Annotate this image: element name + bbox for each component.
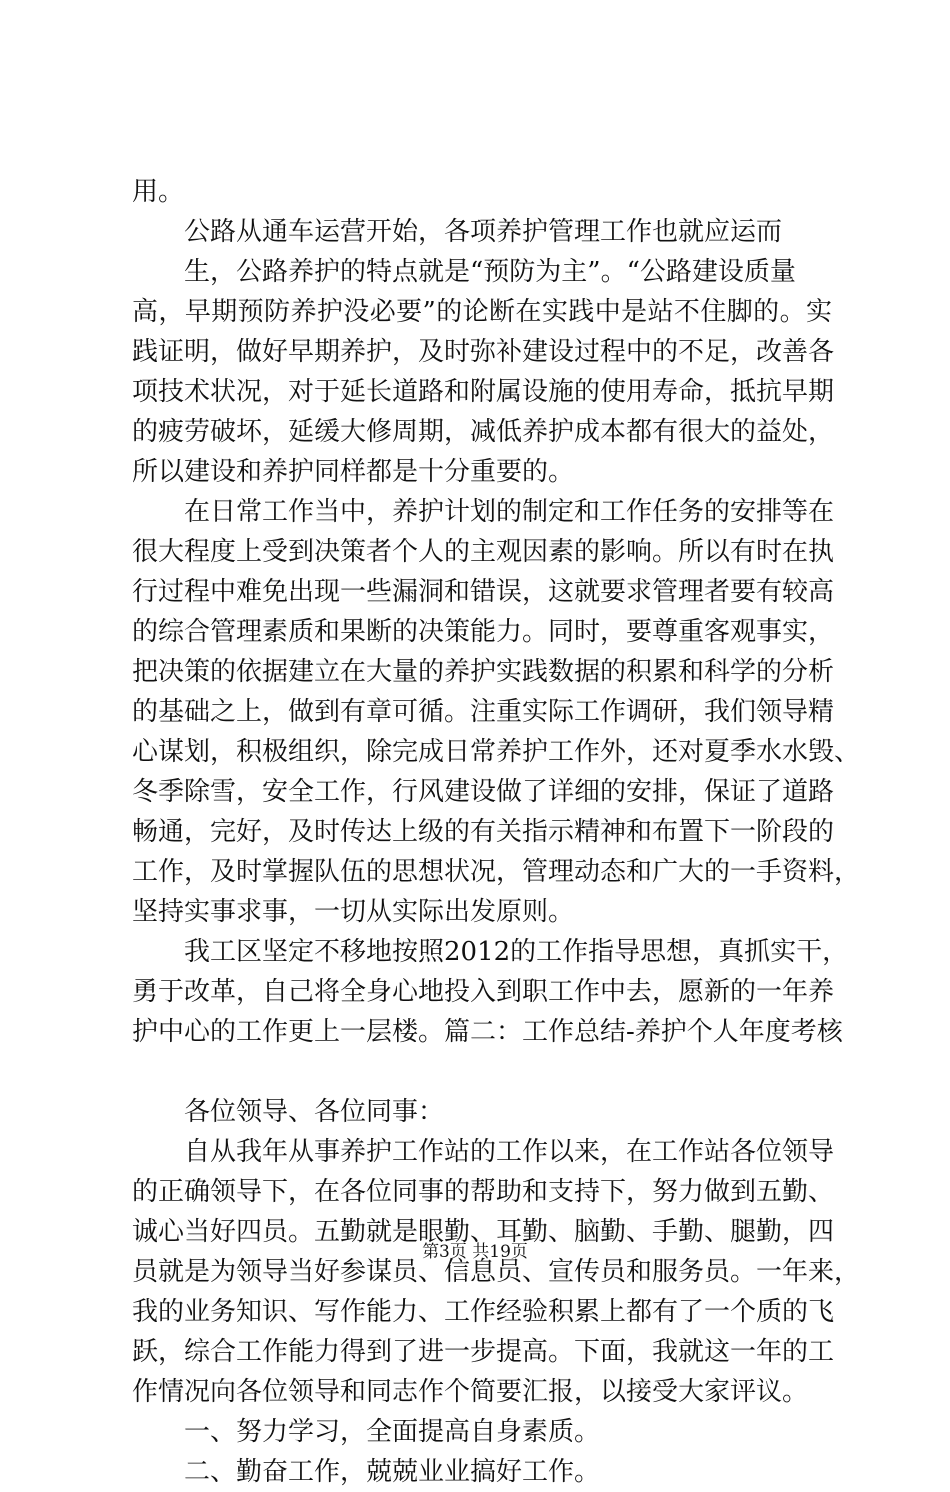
section-heading: 二、勤奋工作，兢兢业业搞好工作。 — [184, 1457, 601, 1487]
text-line: 作情况向各位领导和同志作个简要汇报，以接受大家评议。 — [132, 1377, 809, 1407]
text-line: 生，公路养护的特点就是“预防为主”。“公路建设质量 — [184, 257, 796, 287]
page-footer: 第3页 共19页 — [422, 1242, 528, 1262]
blank-line — [132, 1052, 832, 1092]
paragraph-start: 自从我年从事养护工作站的工作以来，在工作站各位领导 — [184, 1137, 835, 1167]
text-line: 护中心的工作更上一层楼。篇二：工作总结-养护个人年度考核 — [132, 1017, 843, 1047]
text-line: 很大程度上受到决策者个人的主观因素的影响。所以有时在执 — [132, 537, 835, 567]
text-line: 所以建设和养护同样都是十分重要的。 — [132, 457, 575, 487]
text-line: 行过程中难免出现一些漏洞和错误，这就要求管理者要有较高 — [132, 577, 835, 607]
text-line: 冬季除雪，安全工作，行风建设做了详细的安排，保证了道路 — [132, 777, 835, 807]
text-line: 项技术状况，对于延长道路和附属设施的使用寿命，抵抗早期 — [132, 377, 835, 407]
text-line: 我的业务知识、写作能力、工作经验积累上都有了一个质的飞 — [132, 1297, 835, 1327]
text-line: 的基础之上，做到有章可循。注重实际工作调研，我们领导精 — [132, 697, 835, 727]
salutation: 各位领导、各位同事： — [184, 1097, 445, 1127]
text-line: 心谋划，积极组织，除完成日常养护工作外，还对夏季水水毁、 — [132, 737, 861, 767]
text-line: 用。 — [132, 177, 185, 207]
document-body — [132, 172, 861, 1492]
text-line: 坚持实事求事，一切从实际出发原则。 — [132, 897, 575, 927]
text-line: 跃，综合工作能力得到了进一步提高。下面，我就这一年的工 — [132, 1337, 835, 1367]
text-line: 践证明，做好早期养护，及时弥补建设过程中的不足，改善各 — [132, 337, 835, 367]
paragraph-start: 公路从通车运营开始，各项养护管理工作也就应运而 — [184, 217, 783, 247]
text-line: 高，早期预防养护没必要”的论断在实践中是站不住脚的。实 — [132, 297, 832, 327]
section-heading: 一、努力学习，全面提高自身素质。 — [184, 1417, 601, 1447]
text-line: 员就是为领导当好参谋员、信息员、宣传员和服务员。一年来， — [132, 1257, 861, 1287]
paragraph-start: 在日常工作当中，养护计划的制定和工作任务的安排等在 — [184, 497, 835, 527]
text-line: 工作，及时掌握队伍的思想状况，管理动态和广大的一手资料， — [132, 857, 861, 887]
text-line: 的正确领导下，在各位同事的帮助和支持下，努力做到五勤、 — [132, 1177, 835, 1207]
text-line: 的疲劳破坏，延缓大修周期，减低养护成本都有很大的益处， — [132, 417, 835, 447]
text-line: 把决策的依据建立在大量的养护实践数据的积累和科学的分析 — [132, 657, 835, 687]
text-line: 畅通，完好，及时传达上级的有关指示精神和布置下一阶段的 — [132, 817, 835, 847]
paragraph-start: 我工区坚定不移地按照2012的工作指导思想，真抓实干， — [184, 937, 849, 967]
text-line: 诚心当好四员。五勤就是眼勤、耳勤、脑勤、手勤、腿勤，四 — [132, 1217, 835, 1247]
text-line: 勇于改革，自己将全身心地投入到职工作中去，愿新的一年养 — [132, 977, 835, 1007]
text-line: 的综合管理素质和果断的决策能力。同时，要尊重客观事实， — [132, 617, 835, 647]
